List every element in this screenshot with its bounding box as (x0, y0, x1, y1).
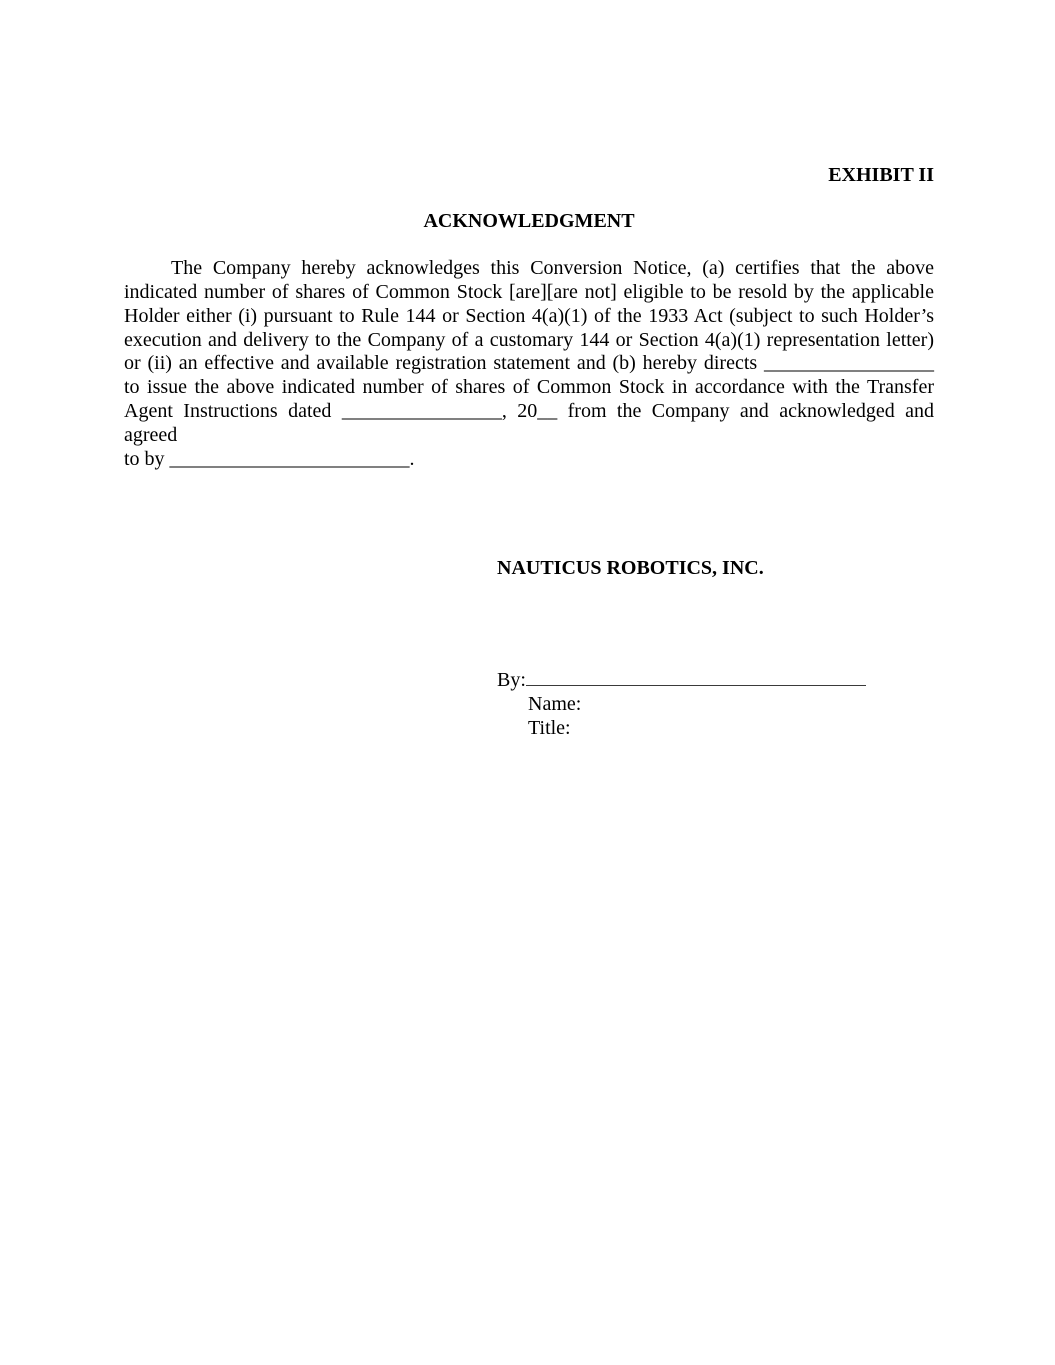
paragraph-line: indicated number of shares of Common Stock [are][are not] eligible to be resold by the applicable (124, 280, 934, 303)
paragraph-line: execution and delivery to the Company of a customary 144 or Section 4(a)(1) representation letter) (124, 328, 934, 351)
paragraph-line: Agent Instructions dated ________________, 20__ from the Company and acknowledged and agreed (124, 400, 934, 447)
signature-title-label: Title: (528, 716, 571, 739)
by-label: By: (497, 668, 526, 691)
paragraph-line: to issue the above indicated number of shares of Common Stock in accordance with the Transfer (124, 376, 934, 399)
paragraph-line: or (ii) an effective and available registration statement and (b) hereby directs _________________ (124, 352, 934, 375)
exhibit-label: EXHIBIT II (828, 164, 934, 186)
acknowledgment-paragraph (124, 257, 934, 472)
company-name: NAUTICUS ROBOTICS, INC. (497, 556, 764, 579)
paragraph-line: Holder either (i) pursuant to Rule 144 or Section 4(a)(1) of the 1933 Act (subject to such Holder’s (124, 304, 934, 327)
document-title: ACKNOWLEDGMENT (423, 209, 635, 232)
signature-line (526, 666, 866, 686)
signature-block (124, 557, 934, 741)
signature-name-label: Name: (528, 692, 582, 715)
paragraph-line: to by ________________________. (124, 448, 415, 471)
document-content (0, 164, 1055, 741)
paragraph-line: The Company hereby acknowledges this Conversion Notice, (a) certifies that the above (171, 256, 934, 279)
signature-by-line (497, 666, 934, 693)
